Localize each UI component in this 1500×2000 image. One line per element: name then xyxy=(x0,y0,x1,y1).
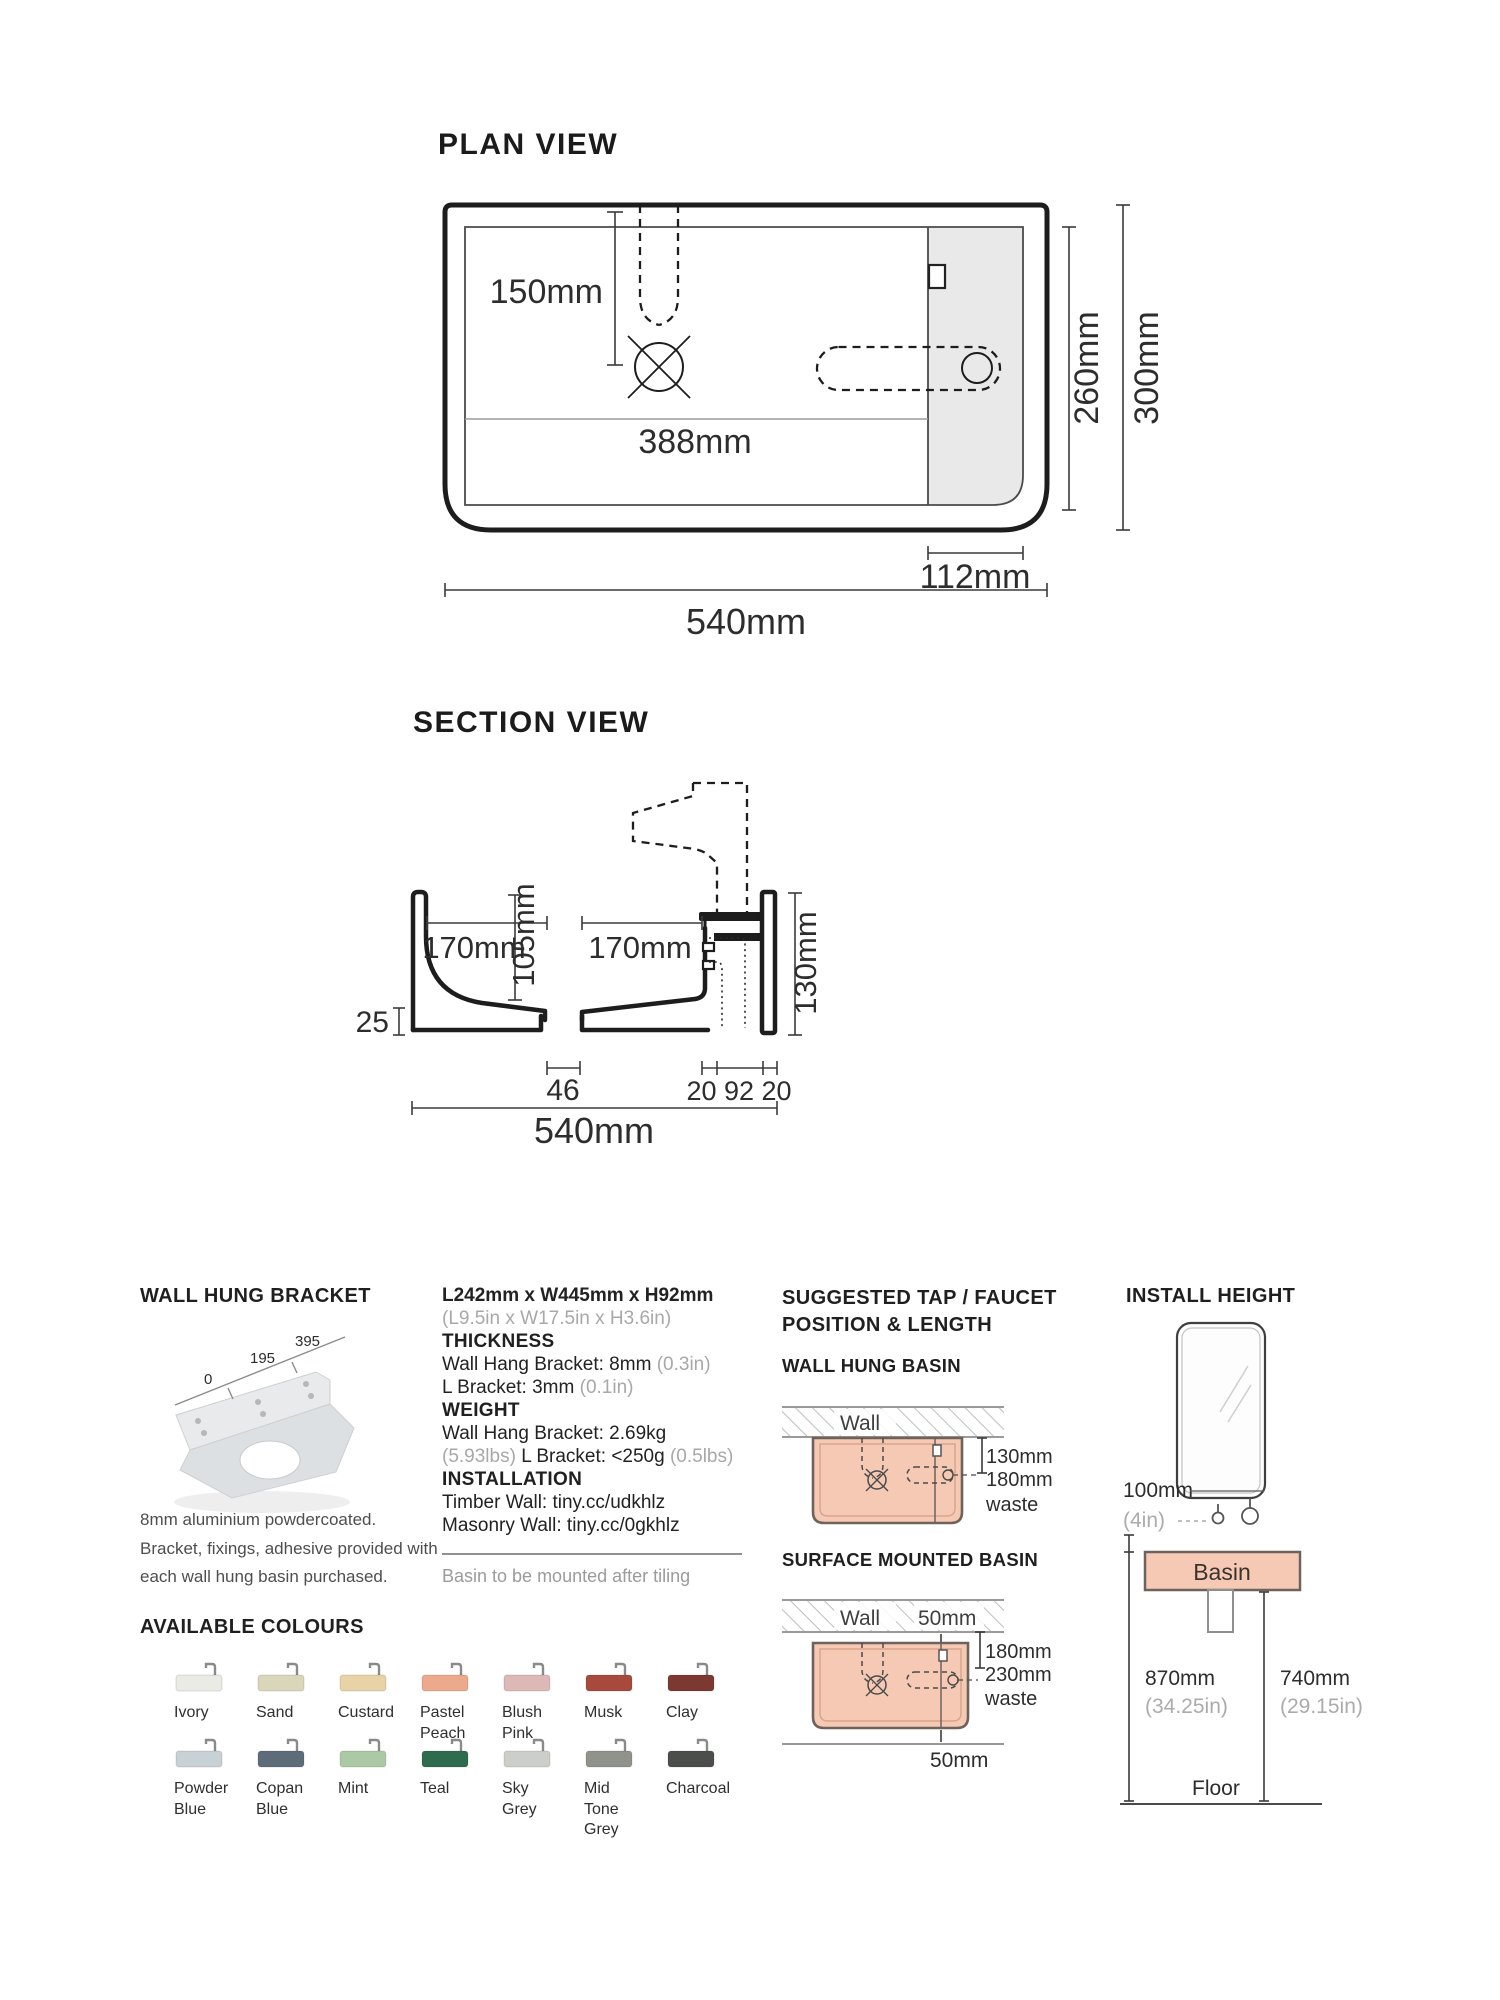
svg-text:130mm: 130mm xyxy=(986,1446,1053,1468)
basin-swatch-icon xyxy=(584,1736,636,1770)
svg-text:180mm: 180mm xyxy=(986,1469,1053,1491)
svg-text:20 92 20: 20 92 20 xyxy=(686,1076,792,1106)
section-dim-105 xyxy=(506,883,541,1000)
svg-text:46: 46 xyxy=(546,1074,580,1107)
section-dim-20-92-20 xyxy=(686,1061,791,1106)
basin-swatch-icon xyxy=(502,1660,554,1694)
installation-timber: Timber Wall: tiny.cc/udkhlz xyxy=(442,1492,666,1513)
wall-hung-basin-title: WALL HUNG BASIN xyxy=(782,1355,961,1376)
colour-swatch xyxy=(420,1660,502,1744)
colour-label: Sand xyxy=(256,1704,294,1721)
colour-label: Mint xyxy=(338,1780,369,1797)
basin-swatch-icon xyxy=(420,1660,472,1694)
colour-label: Teal xyxy=(420,1780,450,1797)
colour-swatch xyxy=(338,1660,420,1744)
svg-text:150mm: 150mm xyxy=(489,273,603,311)
basin-swatch-icon xyxy=(174,1736,226,1770)
plan-dim-112 xyxy=(920,546,1031,596)
colour-label: Sky Grey xyxy=(502,1780,537,1818)
basin-swatch-icon xyxy=(256,1660,308,1694)
mirror xyxy=(1177,1323,1265,1498)
wall-label: Wall xyxy=(840,1412,881,1435)
wall-label: Wall xyxy=(840,1607,881,1630)
colour-row-2 xyxy=(174,1736,748,1841)
wall-hung-basin-diagram xyxy=(782,1395,1082,1535)
install-height-diagram xyxy=(1120,1290,1430,1820)
colour-row-1 xyxy=(174,1660,748,1744)
section-view-drawing xyxy=(356,783,823,1151)
left-height-metric: 870mm xyxy=(1145,1667,1216,1690)
left-height-dim xyxy=(1124,1535,1134,1801)
mounting-note: Basin to be mounted after tiling xyxy=(442,1566,691,1586)
basin-swatch-icon xyxy=(174,1660,226,1694)
basin-swatch-icon xyxy=(584,1660,636,1694)
gap-top-label: 50mm xyxy=(918,1607,977,1630)
floor-label: Floor xyxy=(1192,1777,1240,1800)
section-dim-170-right xyxy=(582,916,702,965)
install-height-title: INSTALL HEIGHT xyxy=(1126,1285,1296,1307)
svg-text:waste: waste xyxy=(985,1688,1038,1710)
colour-swatch xyxy=(584,1660,666,1744)
right-height-imperial: (29.15in) xyxy=(1280,1695,1363,1718)
wall-flange xyxy=(762,892,775,1033)
overflow-slot xyxy=(933,1445,941,1456)
svg-text:540mm: 540mm xyxy=(685,601,807,642)
svg-text:260mm: 260mm xyxy=(1068,311,1106,425)
right-height-dim xyxy=(1259,1592,1269,1801)
plan-dim-300 xyxy=(1116,205,1166,530)
basin-swatch-icon xyxy=(256,1736,308,1770)
colour-swatch xyxy=(174,1736,256,1841)
colour-swatch xyxy=(174,1660,256,1744)
basin-swatch-icon xyxy=(502,1736,554,1770)
right-height-metric: 740mm xyxy=(1280,1667,1351,1690)
installation-masonry: Masonry Wall: tiny.cc/0gkhlz xyxy=(442,1515,680,1536)
plan-dim-260 xyxy=(1062,227,1106,510)
overflow-slot xyxy=(939,1650,947,1661)
thickness-title: THICKNESS xyxy=(442,1331,555,1352)
waste-pipe xyxy=(1208,1590,1233,1632)
colour-swatch xyxy=(338,1736,420,1841)
spec-divider xyxy=(442,1553,742,1555)
section-dim-46 xyxy=(546,1061,580,1107)
l-bracket-arm xyxy=(714,933,763,941)
thickness-line-1: Wall Hang Bracket: 8mm (0.3in) xyxy=(442,1354,711,1375)
specifications xyxy=(442,1284,782,1588)
dim-marks xyxy=(975,1632,985,1668)
basin-swatch-icon xyxy=(338,1736,390,1770)
colour-label: Custard xyxy=(338,1704,395,1721)
bracket-caption: 8mm aluminium powdercoated. Bracket, fixings, adhesive provided with each wall hung basin purchased. xyxy=(140,1510,438,1586)
technical-drawings xyxy=(330,100,1210,1170)
tap-position-title: SUGGESTED TAP / FAUCET POSITION & LENGTH xyxy=(782,1287,1057,1336)
basin-label: Basin xyxy=(1193,1559,1251,1585)
plan-view-drawing xyxy=(445,205,1166,642)
basin-swatch-icon xyxy=(666,1736,718,1770)
colour-label: Pastel Peach xyxy=(420,1704,466,1742)
colour-swatch xyxy=(666,1660,748,1744)
svg-text:230mm: 230mm xyxy=(985,1664,1052,1686)
colour-swatch xyxy=(420,1736,502,1841)
svg-text:130mm: 130mm xyxy=(788,911,823,1015)
colour-label: Musk xyxy=(584,1704,623,1721)
installation-title: INSTALLATION xyxy=(442,1469,583,1490)
bracket-size-imperial: (L9.5in x W17.5in x H3.6in) xyxy=(442,1308,672,1329)
section-dim-25 xyxy=(356,1006,405,1039)
section-view-title: SECTION VIEW xyxy=(413,706,650,739)
weight-line-1: Wall Hang Bracket: 2.69kg xyxy=(442,1423,667,1444)
weight-title: WEIGHT xyxy=(442,1400,520,1421)
basin-swatch-icon xyxy=(420,1736,472,1770)
svg-text:25: 25 xyxy=(355,1006,389,1039)
plan-dim-388: 388mm xyxy=(638,423,752,461)
svg-text:195: 195 xyxy=(250,1350,276,1367)
gap-bottom-label: 50mm xyxy=(930,1749,989,1772)
colour-label: Mid Tone Grey xyxy=(584,1780,619,1838)
surface-mounted-basin-diagram xyxy=(782,1593,1082,1788)
section-dim-130 xyxy=(788,893,823,1035)
svg-text:105mm: 105mm xyxy=(506,883,541,987)
svg-text:395: 395 xyxy=(295,1333,321,1350)
svg-text:170mm: 170mm xyxy=(588,930,692,965)
svg-text:180mm: 180mm xyxy=(985,1641,1052,1663)
section-dim-540 xyxy=(412,1101,777,1151)
svg-text:waste: waste xyxy=(986,1494,1039,1516)
colour-swatch xyxy=(502,1660,584,1744)
plan-view-title: PLAN VIEW xyxy=(438,128,619,161)
surface-mounted-basin-title: SURFACE MOUNTED BASIN xyxy=(782,1549,1039,1570)
colour-label: Powder Blue xyxy=(174,1780,229,1818)
tap-icons xyxy=(1213,1498,1259,1524)
faucet-dashed-outline xyxy=(633,783,747,912)
colour-label: Copan Blue xyxy=(256,1780,304,1818)
svg-text:300mm: 300mm xyxy=(1128,311,1166,425)
basin-swatch-icon xyxy=(666,1660,718,1694)
svg-text:540mm: 540mm xyxy=(533,1110,655,1151)
colour-swatch xyxy=(502,1736,584,1841)
bracket-size-metric: L242mm x W445mm x H92mm xyxy=(442,1285,714,1306)
available-colours-title: AVAILABLE COLOURS xyxy=(140,1616,364,1638)
colour-label: Clay xyxy=(666,1704,699,1721)
colour-swatch xyxy=(584,1736,666,1841)
mirror-offset-imperial: (4in) xyxy=(1123,1509,1166,1532)
colour-label: Blush Pink xyxy=(502,1704,543,1742)
colour-label: Charcoal xyxy=(666,1780,731,1797)
colour-swatch xyxy=(256,1660,338,1744)
svg-text:170mm: 170mm xyxy=(422,930,526,965)
thickness-line-2: L Bracket: 3mm (0.1in) xyxy=(442,1377,634,1398)
colour-swatch xyxy=(666,1736,748,1841)
overflow-slot xyxy=(929,265,945,288)
svg-text:0: 0 xyxy=(204,1371,213,1388)
colour-label: Ivory xyxy=(174,1704,209,1721)
mirror-offset-metric: 100mm xyxy=(1123,1479,1194,1502)
colour-swatch xyxy=(256,1736,338,1841)
weight-line-2: (5.93lbs) L Bracket: <250g (0.5lbs) xyxy=(442,1446,734,1467)
left-height-imperial: (34.25in) xyxy=(1145,1695,1228,1718)
wall-hung-bracket-title: WALL HUNG BRACKET xyxy=(140,1285,371,1307)
svg-text:112mm: 112mm xyxy=(919,558,1031,596)
basin-swatch-icon xyxy=(338,1660,390,1694)
